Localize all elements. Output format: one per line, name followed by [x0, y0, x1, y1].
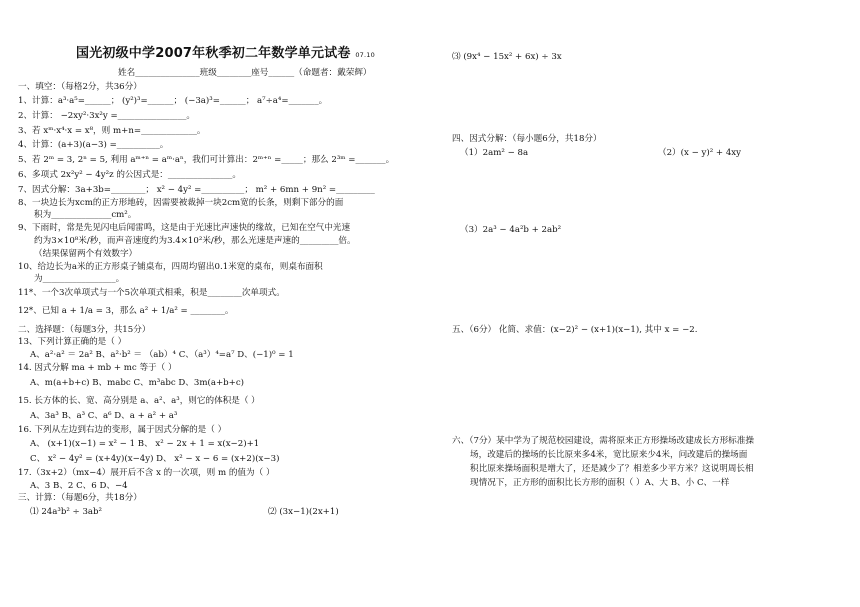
factor-question-3: （3）2a³ − 4a²b + 2ab² [460, 225, 562, 235]
exam-title-text: 国光初级中学2007年秋季初二年数学单元试卷 [76, 46, 351, 61]
question-15: 15. 长方体的长、宽、高分别是 a、a²、a³，则它的体积是（ ） [18, 396, 260, 406]
question-3: 3、若 xᵐ·x⁴·x = x⁸，则 m+n=_____________。 [18, 126, 206, 136]
question-6: 6、多项式 2x²y² − 4y²z 的公因式是：_______________。 [18, 170, 241, 180]
question-13: 13、下列计算正确的是（ ） [18, 337, 127, 347]
question-12: 12*、已知 a + 1/a = 3，那么 a² + 1/a² = ________。 [18, 306, 234, 316]
question-5: 5、若 2ᵐ = 3, 2ⁿ = 5, 利用 aᵐ⁺ⁿ = aᵐ·aⁿ，我们可计算出：2ᵐ⁺ⁿ =_____；那么 2³ᵐ =_______。 [18, 155, 395, 165]
question-4: 4、计算：(a+3)(a−3) =__________。 [18, 140, 169, 150]
question-17: 17.（3x+2）（mx−4）展开后不含 x 的一次项，则 m 的值为（ ） [18, 468, 275, 478]
question-2: 2、计算： −2xy²·3x²y =________________。 [18, 111, 196, 121]
section-6-line-2: 场，改建后的操场的长比原来多4米，宽比原来少4米，问改建后的操场面 [470, 450, 748, 460]
section-6-line-3: 积比原来操场面积是增大了，还是减少了？相差多少平方米？这说明周长相 [470, 464, 754, 474]
calc-question-3: ⑶ (9x⁴ − 15x² + 6x) ÷ 3x [452, 52, 562, 62]
question-16-options-2: C、 x² − 4y² = (x+4y)(x−4y) D、 x² − x − 6 = (x+2)(x−3) [30, 454, 280, 464]
question-1: 1、计算：a³·a⁵=______； (y²)³=______； (−3a)³=______； a⁷÷a⁴=_______。 [18, 96, 328, 106]
calc-question-2: ⑵ (3x−1)(2x+1) [268, 507, 339, 517]
question-16: 16. 下列从左边到右边的变形，属于因式分解的是（ ） [18, 425, 227, 435]
section-3-title: 三、计算：（每题6分，共18分） [18, 493, 142, 503]
calc-question-1: ⑴ 24a³b² ÷ 3ab² [30, 507, 102, 517]
question-11: 11*、一个3次单项式与一个5次单项式相乘，积是________次单项式。 [18, 288, 285, 298]
question-9-line-3: （结果保留两个有效数字） [34, 249, 138, 259]
section-5: 五、（6分） 化简、求值：(x−2)² − (x+1)(x−1), 其中 x = −2. [452, 325, 698, 335]
factor-question-2: （2）(x − y)² + 4xy [658, 148, 742, 158]
question-14-options: A、m(a+b+c) B、mabc C、m³abc D、3m(a+b+c) [30, 378, 245, 388]
question-13-options: A、a²·a² ＝ 2a² B、a²·b² ＝ （ab）⁴ C、（a³）⁴=a⁷ D、(−1)⁰ = 1 [30, 350, 294, 360]
question-9-line-1: 9、下雨时，常是先见闪电后闻雷鸣，这是由于光速比声速快的缘故，已知在空气中光速 [18, 223, 351, 233]
section-6-line-1: 六、（7分）某中学为了规范校园建设，需将原来正方形操场改建成长方形标准操 [452, 436, 754, 446]
question-17-options: A、3 B、2 C、6 D、−4 [30, 481, 128, 491]
question-8-line-1: 8、一块边长为xcm的正方形地砖，因需要被裁掉一块2cm宽的长条，则剩下部分的面 [18, 198, 344, 208]
exam-title [76, 48, 375, 61]
factor-question-1: （1）2am² − 8a [460, 148, 529, 158]
question-7: 7、因式分解：3a+3b=________； x² − 4y² =__________； m² + 6mn + 9n² =_________ [18, 185, 375, 195]
student-info-line: 姓名_______________班级________座号______（命题者：戴荣辉） [118, 68, 372, 78]
section-2-title: 二、选择题：（每题3分，共15分） [18, 325, 151, 335]
question-10-line-2: 为_________________。 [34, 274, 125, 284]
question-10-line-1: 10、给边长为a米的正方形桌子铺桌布，四周均留出0.1米宽的桌布，则桌布面积 [18, 262, 323, 272]
section-6-line-4: 现情况下，正方形的面积比长方形的面积（ ）A、大 B、小 C、一样 [470, 478, 730, 488]
question-9-line-2: 约为3×10⁸米/秒，而声音速度约为3.4×10²米/秒，那么光速是声速的_________倍。 [34, 236, 356, 246]
section-4-title: 四、因式分解：（每小题6分，共18分） [452, 134, 602, 144]
question-15-options: A、3a³ B、a³ C、a⁶ D、a + a² + a³ [30, 411, 178, 421]
question-8-line-2: 积为______________cm²。 [34, 210, 137, 220]
exam-date: 07.10 [355, 51, 375, 59]
section-1-title: 一、填空：（每格2分，共36分） [18, 82, 142, 92]
question-16-options-1: A、 (x+1)(x−1) = x² − 1 B、 x² − 2x + 1 = x(x−2)+1 [30, 439, 260, 449]
question-14: 14. 因式分解 ma + mb + mc 等于（ ） [18, 363, 177, 373]
